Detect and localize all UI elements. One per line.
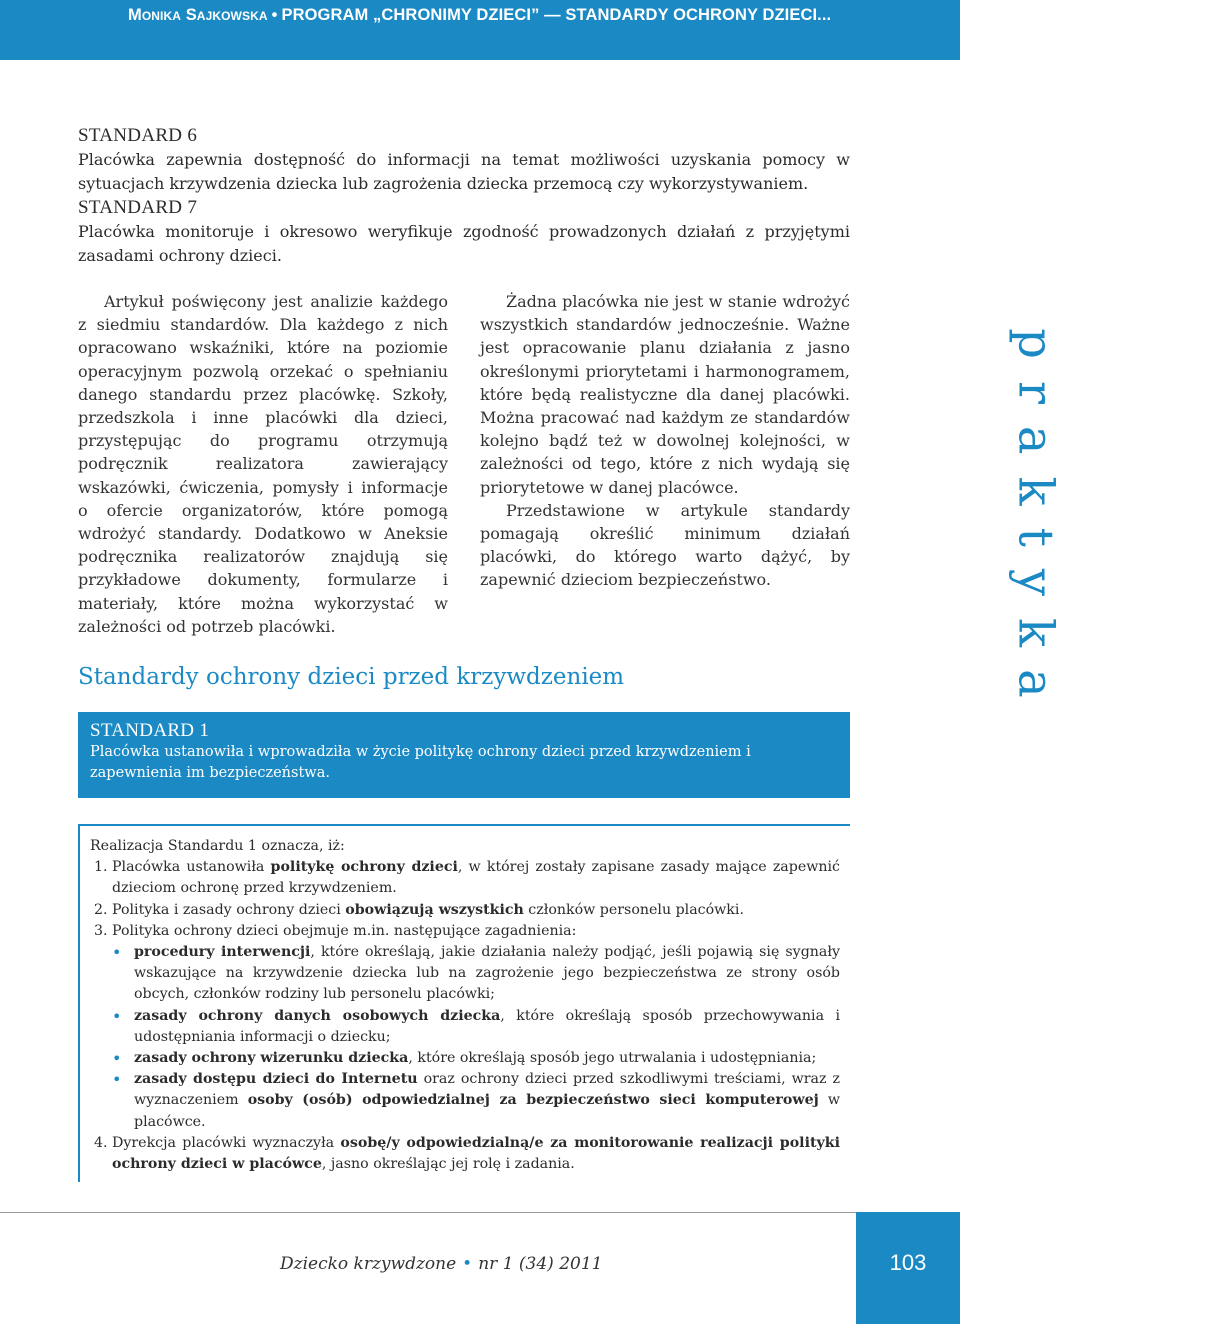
text-run: Polityka i zasady ochrony dzieci: [112, 901, 346, 918]
standard-6-heading: STANDARD 6: [78, 125, 198, 146]
realization-item: [112, 857, 840, 899]
realization-item: [112, 1133, 840, 1175]
text-run: , w której zostały zapisane zasady mające zapewnić dzieciom ochronę przed krzywdzeniem.: [112, 859, 841, 897]
realization-bullet: [134, 942, 840, 1006]
realization-item: [112, 900, 840, 921]
realization-intro: Realizacja Standardu 1 oznacza, iż:: [90, 838, 345, 854]
text-run: , które określają sposób jego utrwalania i udostępniania;: [408, 1050, 817, 1067]
standards-6-7: [78, 124, 850, 268]
text-run-bold: osoby (osób) odpowiedzialnej za bezpieczeństwo sieci komputerowej: [247, 1092, 819, 1109]
standard-7-heading: STANDARD 7: [78, 197, 198, 218]
side-label-text: praktyka: [1007, 328, 1064, 720]
header-text: [128, 6, 831, 25]
text-run: , które określają sposób przechowywania i udostępniania informacji o dziecku;: [134, 1007, 840, 1045]
text-run: Placówka ustanowiła: [112, 859, 271, 876]
text-run: Dyrekcja placówki wyznaczyła: [112, 1134, 341, 1151]
running-header: [0, 0, 960, 60]
text-run: członków personelu placówki.: [523, 901, 744, 918]
text-run-bold: osobę/y odpowiedzialną/e za monitorowanie realizacji polityki ochrony dzieci w placówce: [112, 1134, 840, 1173]
page-number-box: [856, 1212, 960, 1324]
realization-box: [78, 824, 850, 1182]
article-paragraph: Artykuł poświęcony jest analizie każdego z siedmiu standardów. Dla każdego z nich opracowano wskaźniki, które na poziomie operacyjnym pozwolą orzekać o spełnianiu danego standardu przez placówkę. Szkoły, przedszkola i inne placówki dla dzieci, przystępując do programu otrzymują podręcznik realizatora zawierający wskazówki, ćwiczenia, pomysły i informacje o ofercie organizatorów, które pomogą wdrożyć standardy. Dodatkowo w Aneksie podręcznika realizatorów znajdują się przykładowe dokumenty, formularze i materiały, które można wykorzystać w zależności od potrzeb placówki.: [78, 292, 448, 636]
footer-divider: [0, 1212, 856, 1213]
realization-sublist: [112, 942, 840, 1133]
header-author: Monika Sajkowska: [128, 6, 268, 24]
realization-bullet: [134, 1006, 840, 1048]
footer-journal: [280, 1254, 602, 1274]
footer-separator: •: [462, 1254, 473, 1274]
standard-1-heading: STANDARD 1: [90, 720, 210, 741]
article-paragraph: Przedstawione w artykule standardy pomagają określić minimum działań placówki, do którego warto dążyć, by zapewnić dzieciom bezpieczeństwo.: [480, 500, 850, 590]
standard-6-text: Placówka zapewnia dostępność do informacji na temat możliwości uzyskania pomocy w sytuacjach krzywdzenia dziecka lub zagrożenia dziecka przemocą czy wykorzystywaniem.: [78, 150, 850, 193]
realization-bullet: [134, 1048, 840, 1069]
text-run-bold: zasady ochrony wizerunku dziecka: [134, 1050, 409, 1067]
page-number: 103: [889, 1250, 927, 1275]
realization-list: [90, 857, 840, 1175]
section-side-label: [840, 328, 1064, 720]
section-title: Standardy ochrony dzieci przed krzywdzeniem: [78, 664, 625, 690]
text-run: oraz ochrony dzieci przed szkodliwymi treściami, wraz z wyznaczeniem: [134, 1071, 840, 1109]
text-run-bold: zasady dostępu dzieci do Internetu: [134, 1071, 418, 1088]
standard-1-box: [78, 712, 850, 798]
journal-title: Dziecko krzywdzone: [280, 1254, 457, 1274]
article-column-left: [78, 290, 448, 638]
text-run-bold: procedury interwencji: [134, 944, 311, 961]
article-paragraph: Żadna placówka nie jest w stanie wdrożyć wszystkich standardów jednocześnie. Ważne jest opracowanie planu działania z jasno określonymi priorytetami i harmonogramem, które będą realistyczne dla danej placówki. Można pracować nad każdym ze standardów kolejno bądź też w dowolnej kolejności, w zależności od tego, które z nich wydają się priorytetowe w danej placówce.: [480, 292, 850, 497]
realization-item: [112, 921, 840, 1133]
text-run-bold: obowiązują wszystkich: [345, 901, 524, 918]
text-run-bold: politykę ochrony dzieci: [270, 859, 458, 876]
journal-issue: nr 1 (34) 2011: [478, 1254, 603, 1274]
text-run: Polityka ochrony dzieci obejmuje m.in. następujące zagadnienia:: [112, 922, 577, 939]
realization-bullet: [134, 1069, 840, 1133]
article-column-right: [480, 290, 850, 592]
header-separator: •: [271, 6, 278, 24]
text-run: , które określają, jakie działania należy podjąć, jeśli pojawią się sygnały wskazujące na krzywdzenie dziecka lub na zagrożenie jego bezpieczeństwa ze strony osób obcych, członków rodziny lub personelu placówki;: [134, 944, 840, 1003]
text-run: w placówce.: [134, 1092, 840, 1130]
text-run-bold: zasady ochrony danych osobowych dziecka: [134, 1007, 501, 1024]
standard-1-text: Placówka ustanowiła i wprowadziła w życie politykę ochrony dzieci przed krzywdzeniem i zapewnienia im bezpieczeństwa.: [90, 744, 751, 781]
header-title: PROGRAM „CHRONIMY DZIECI” — STANDARDY OCHRONY DZIECI...: [281, 6, 832, 24]
text-run: , jasno określając jej rolę i zadania.: [321, 1156, 575, 1173]
standard-7-text: Placówka monitoruje i okresowo weryfikuje zgodność prowadzonych działań z przyjętymi zasadami ochrony dzieci.: [78, 222, 850, 265]
